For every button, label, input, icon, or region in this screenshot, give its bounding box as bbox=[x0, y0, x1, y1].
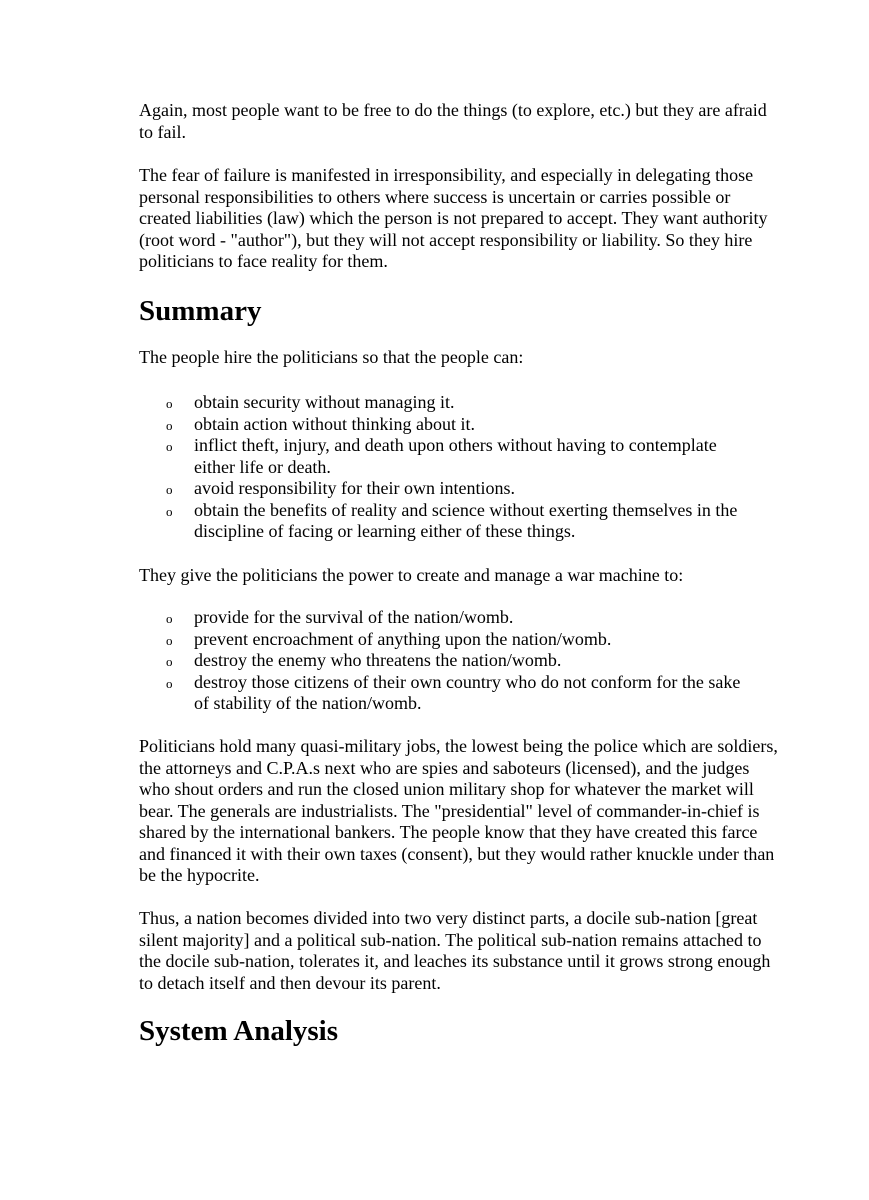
bullet-marker: o bbox=[166, 482, 173, 497]
list-item bbox=[0, 607, 754, 629]
list-item bbox=[0, 500, 754, 543]
list-item bbox=[0, 478, 754, 500]
list-item bbox=[0, 414, 754, 436]
bullet-marker: o bbox=[166, 654, 173, 669]
paragraph-politicians-jobs: Politicians hold many quasi-military jobs, the lowest being the police which are soldiers, the attorneys and C.P.A.s next who are spies and saboteurs (licensed), and the judges who shout orders and run the closed union military shop for whatever the market will bear. The generals are industrialists. The "presidential" level of commander-in-chief is shared by the international bankers. The people know that they have created this farce and financed it with their own taxes (consent), but they would rather knuckle under than be the hypocrite. bbox=[139, 736, 778, 885]
bullet-marker: o bbox=[166, 503, 173, 519]
list-item-text: avoid responsibility for their own intentions. bbox=[194, 478, 515, 498]
list-people-can bbox=[0, 392, 869, 543]
list-item bbox=[0, 435, 754, 478]
list-item-text: destroy the enemy who threatens the nation/womb. bbox=[194, 650, 562, 670]
bullet-marker: o bbox=[166, 439, 173, 454]
list-item-text: inflict theft, injury, and death upon others without having to contemplate either life or death. bbox=[194, 435, 717, 477]
bullet-marker: o bbox=[166, 396, 173, 411]
paragraph-war-machine: They give the politicians the power to create and manage a war machine to: bbox=[139, 565, 684, 585]
paragraph-fear-to-fail: Again, most people want to be free to do the things (to explore, etc.) but they are afraid to fail. bbox=[139, 100, 767, 142]
list-item-text: provide for the survival of the nation/womb. bbox=[194, 607, 514, 627]
bullet-marker: o bbox=[166, 675, 173, 691]
list-war-machine bbox=[0, 607, 869, 715]
list-item bbox=[0, 629, 754, 651]
list-item bbox=[0, 650, 754, 672]
paragraph-divided-nation: Thus, a nation becomes divided into two very distinct parts, a docile sub-nation [great silent majority] and a political sub-nation. The political sub-nation remains attached to the docile sub-nation, tolerates it, and leaches its substance until it grows strong enough to detach itself and then devour its parent. bbox=[139, 908, 771, 993]
list-item-text: obtain the benefits of reality and science without exerting themselves in the discipline of facing or learning either of these things. bbox=[194, 499, 738, 541]
bullet-marker: o bbox=[166, 611, 173, 626]
bullet-marker: o bbox=[166, 417, 173, 433]
list-item-text: obtain action without thinking about it. bbox=[194, 413, 475, 434]
list-item bbox=[0, 392, 754, 414]
heading-system-analysis: System Analysis bbox=[139, 1015, 339, 1047]
list-item-text: destroy those citizens of their own country who do not conform for the sake of stability of the nation/womb. bbox=[194, 671, 741, 713]
list-item bbox=[0, 672, 754, 715]
paragraph-fear-of-failure: The fear of failure is manifested in irresponsibility, and especially in delegating those personal responsibilities to others where success is uncertain or carries possible or created liabilities (law) which the person is not prepared to accept. They want authority (root word - "author"), but they will not accept responsibility or liability. So they hire politicians to face reality for them. bbox=[139, 165, 768, 271]
list-item-text: prevent encroachment of anything upon the nation/womb. bbox=[194, 628, 612, 649]
list-item-text: obtain security without managing it. bbox=[194, 392, 455, 412]
heading-summary: Summary bbox=[139, 295, 262, 327]
bullet-marker: o bbox=[166, 632, 173, 648]
paragraph-people-hire: The people hire the politicians so that the people can: bbox=[139, 347, 524, 367]
